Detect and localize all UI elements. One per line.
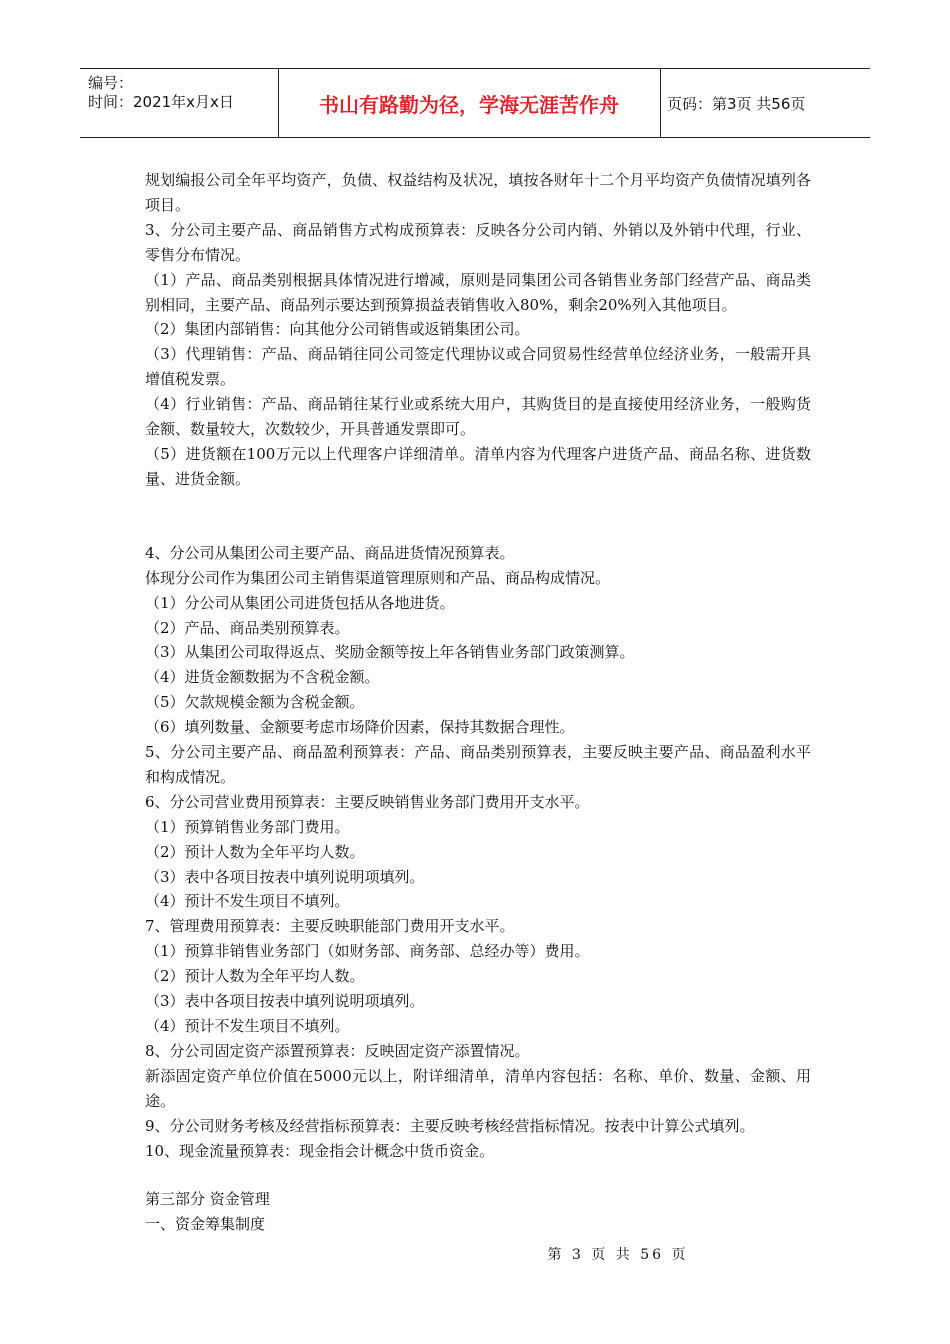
paragraph: （3）代理销售：产品、商品销往同公司签定代理协议或合同贸易性经营单位经济业务，一般需开具增值税发票。 [145, 345, 811, 389]
paragraph: （3）表中各项目按表中填列说明项填列。 [145, 867, 425, 886]
paragraph: （4）进货金额数据为不含税金额。 [145, 668, 380, 687]
paragraph: 3、分公司主要产品、商品销售方式构成预算表：反映各分公司内销、外销以及外销中代理，行业、零售分布情况。 [145, 220, 811, 264]
paragraph: （5）欠款规模金额为含税金额。 [145, 693, 365, 712]
paragraph: （3）表中各项目按表中填列说明项填列。 [145, 992, 425, 1011]
paragraph: （2）产品、商品类别预算表。 [145, 618, 350, 637]
paragraph: 10、现金流量预算表：现金指会计概念中货币资金。 [145, 1141, 495, 1160]
paragraph: （1）分公司从集团公司进货包括从各地进货。 [145, 593, 455, 612]
blank-space [145, 492, 811, 541]
paragraph: （2）集团内部销售：向其他分公司销售或返销集团公司。 [145, 320, 530, 339]
paragraph: 新添固定资产单位价值在5000元以上，附详细清单，清单内容包括：名称、单价、数量、金额、用途。 [145, 1066, 811, 1110]
paragraph: （1）预算非销售业务部门（如财务部、商务部、总经办等）费用。 [145, 942, 590, 961]
header-meta [80, 69, 279, 137]
page-footer [0, 1244, 950, 1264]
paragraph: （6）填列数量、金额要考虑市场降价因素，保持其数据合理性。 [145, 718, 575, 737]
paragraph: 4、分公司从集团公司主要产品、商品进货情况预算表。 [145, 543, 515, 562]
paragraph: （2）预计人数为全年平均人数。 [145, 842, 365, 861]
paragraph: （4）行业销售：产品、商品销往某行业或系统大用户，其购货目的是直接使用经济业务，一般购货金额、数量较大，次数较少，开具普通发票即可。 [145, 395, 811, 439]
paragraph: （1）产品、商品类别根据具体情况进行增减，原则是同集团公司各销售业务部门经营产品、商品类别相同，主要产品、商品列示要达到预算损益表销售收入80%，剩余20%列入其他项目。 [145, 270, 811, 314]
paragraph: （1）预算销售业务部门费用。 [145, 817, 350, 836]
paragraph: （3）从集团公司取得返点、奖励金额等按上年各销售业务部门政策测算。 [145, 643, 635, 662]
blank-space [145, 1163, 811, 1187]
paragraph: 6、分公司营业费用预算表：主要反映销售业务部门费用开支水平。 [145, 792, 590, 811]
paragraph: （5）进货额在100万元以上代理客户详细清单。清单内容为代理客户进货产品、商品名称、进货数量、进货金额。 [145, 444, 811, 488]
paragraph: （2）预计人数为全年平均人数。 [145, 967, 365, 986]
document-number-label: 编号： [88, 74, 134, 92]
paragraph: （4）预计不发生项目不填列。 [145, 1017, 350, 1035]
section-heading: 第三部分 资金管理 [145, 1190, 270, 1209]
header-page-number: 页码：第3页 共56页 [660, 69, 870, 137]
paragraph: 体现分公司作为集团公司主销售渠道管理原则和产品、商品构成情况。 [145, 568, 611, 587]
paragraph: （4）预计不发生项目不填列。 [145, 892, 350, 911]
paragraph: 8、分公司固定资产添置预算表：反映固定资产添置情况。 [145, 1041, 530, 1060]
paragraph: 5、分公司主要产品、商品盈利预算表：产品、商品类别预算表，主要反映主要产品、商品盈利水平和构成情况。 [145, 743, 811, 786]
paragraph: 9、分公司财务考核及经营指标预算表：主要反映考核经营指标情况。按表中计算公式填列。 [145, 1116, 755, 1135]
footer-page-number: 第 3 页 共 56 页 [547, 1247, 689, 1263]
page-header [80, 68, 870, 138]
header-slogan: 书山有路勤为径，学海无涯苦作舟 [319, 92, 619, 117]
subsection-heading: 一、资金筹集制度 [145, 1215, 266, 1234]
document-date-label: 时间：2021年x月x日 [88, 93, 234, 111]
paragraph: 规划编报公司全年平均资产，负债、权益结构及状况，填按各财年十二个月平均资产负债情况填列各项目。 [145, 171, 811, 214]
document-body [145, 168, 811, 1237]
paragraph: 7、管理费用预算表：主要反映职能部门费用开支水平。 [145, 917, 515, 936]
